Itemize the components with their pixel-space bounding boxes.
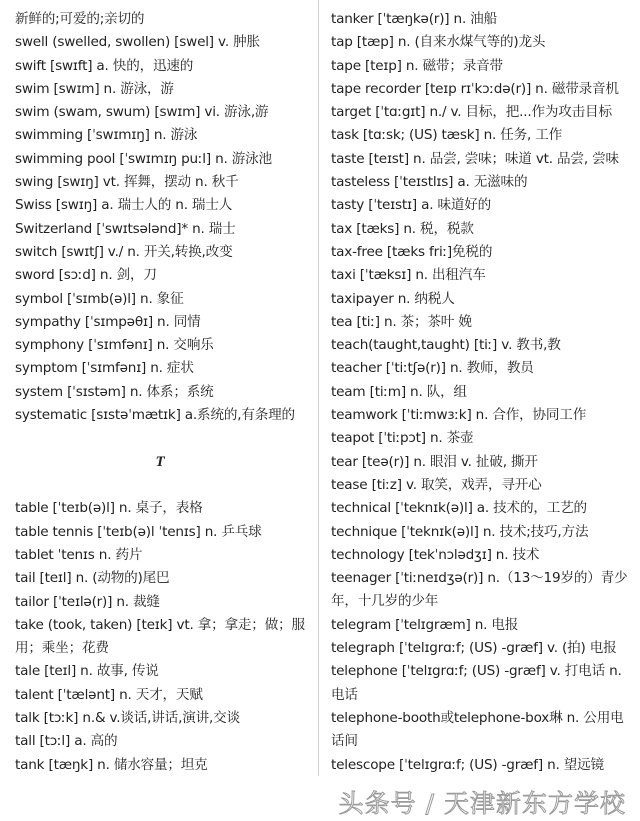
vocab-entry: taxipayer n. 纳税人: [331, 290, 455, 307]
vocab-entry: tasteless [ˈteɪstlɪs] a. 无滋味的: [331, 174, 528, 191]
vocab-entry: telephone-booth或telephone-box琳 n. 公用电话间: [331, 709, 624, 750]
vocab-entry: systematic [sɪstəˈmætɪk] a.系统的,有条理的: [15, 407, 295, 424]
vocab-entry: take (took, taken) [teɪk] vt. 拿；拿走；做；服用；乘坐；花费: [15, 616, 305, 657]
vocab-entry: teacher [ˈtiːtʃə(r)] n. 教师，教员: [331, 360, 534, 377]
vocab-entry: tear [teə(r)] n. 眼泪 v. 扯破, 撕开: [331, 453, 538, 470]
vocab-entry: tanker [ˈtæŋkə(r)] n. 油船: [331, 11, 497, 27]
vocab-entry: symbol [ˈsɪmb(ə)l] n. 象征: [15, 290, 184, 307]
vocab-entry: table tennis [ˈteɪb(ə)l ˈtenɪs] n. 乒乓球: [15, 523, 262, 540]
vocab-entry: taste [teɪst] n. 品尝, 尝味；味道 vt. 品尝, 尝味: [331, 150, 619, 167]
vocab-entry: taxi [ˈtæksɪ] n. 出租汽车: [331, 267, 486, 284]
vocab-entry: sword [sɔːd] n. 剑，刀: [15, 267, 157, 284]
vocab-entry: telephone [ˈtelɪgrɑːf; (US) -græf] v. 打电话 n. 电话: [331, 663, 622, 703]
vocab-entry: 新鲜的;可爱的;亲切的: [15, 11, 145, 27]
vocab-entry: telegram [ˈtelɪgræm] n. 电报: [331, 616, 519, 633]
vocab-entry: talent [ˈtælənt] n. 天才，天赋: [15, 686, 203, 703]
vocab-entry: switch [swɪtʃ] v./ n. 开关,转换,改变: [15, 243, 233, 260]
vocab-entry: technical [ˈteknɪk(ə)l] a. 技术的，工艺的: [331, 500, 587, 517]
vocab-entry: system [ˈsɪstəm] n. 体系；系统: [15, 383, 214, 400]
vocab-entry: swell (swelled, swollen) [swel] v. 肿胀: [15, 34, 260, 51]
vocab-entry: telescope [ˈtelɪgrɑːf; (US) -græf] n. 望远镜: [331, 756, 604, 773]
vocab-entry: swing [swɪŋ] vt. 挥舞，摆动 n. 秋千: [15, 174, 239, 191]
vocab-entry: swim (swam, swum) [swɪm] vi. 游泳,游: [15, 104, 269, 121]
vocab-entry: tank [tæŋk] n. 储水容量；坦克: [15, 756, 208, 773]
vocab-entry: tape recorder [teɪp rɪˈkɔːdə(r)] n. 磁带录音机: [331, 80, 619, 97]
vocab-entry: swimming [ˈswɪmɪŋ] n. 游泳: [15, 127, 198, 144]
vocab-entry: tasty [ˈteɪstɪ] a. 味道好的: [331, 197, 492, 214]
vocab-entry: tall [tɔːl] a. 高的: [15, 733, 118, 750]
watermark: 头条号 / 天津新东方学校: [338, 789, 626, 818]
vocab-entry: tax [tæks] n. 税，税款: [331, 220, 474, 237]
vocab-entry: teach(taught,taught) [tiː] v. 教书,教: [331, 337, 561, 354]
vocab-entry: team [tiːm] n. 队，组: [331, 383, 467, 400]
vocab-entry: target [ˈtɑːgɪt] n./ v. 目标，把...作为攻击目标: [331, 104, 612, 121]
vocab-entry: task [tɑːsk; (US) tæsk] n. 任务, 工作: [331, 127, 563, 144]
vocab-entry: telegraph [ˈtelɪgrɑːf; (US) -græf] v. (拍) 电报: [331, 640, 617, 657]
vocab-entry: sympathy [ˈsɪmpəθɪ] n. 同情: [15, 313, 201, 330]
section-heading-t: T: [155, 454, 165, 471]
vocab-entry: technique [ˈteknɪk(ə)l] n. 技术;技巧,方法: [331, 523, 589, 540]
vocab-entry: tax-free [tæks friː]免税的: [331, 243, 493, 260]
vocab-entry: swift [swɪft] a. 快的，迅速的: [15, 57, 194, 74]
vocab-entry: swimming pool [ˈswɪmɪŋ puːl] n. 游泳池: [15, 150, 272, 167]
vocab-entry: tape [teɪp] n. 磁带；录音带: [331, 57, 503, 74]
vocab-list-s: [15, 8, 315, 427]
vocab-entry: symptom [ˈsɪmfənɪ] n. 症状: [15, 360, 194, 377]
vocab-entry: tablet ˈtenɪs n. 药片: [15, 546, 143, 563]
vocab-entry: teenager [ˈtiːneɪdʒə(r)] n.（13～19岁的）青少年，十几岁的少年: [331, 570, 628, 610]
vocab-entry: tease [tiːz] v. 取笑，戏弄，寻开心: [331, 476, 542, 493]
vocab-entry: teamwork [ˈtiːmwɜːk] n. 合作，协同工作: [331, 407, 587, 424]
vocab-entry: tap [tæp] n. (自来水煤气等的)龙头: [331, 34, 546, 51]
vocab-entry: talk [tɔːk] n.& v.谈话,讲话,演讲,交谈: [15, 710, 240, 727]
vocab-entry: teapot [ˈtiːpɔt] n. 茶壶: [331, 430, 474, 447]
vocab-entry: tail [teɪl] n. (动物的)尾巴: [15, 570, 170, 587]
vocab-entry: table [ˈteɪb(ə)l] n. 桌子，表格: [15, 500, 203, 517]
vocab-entry: tale [teɪl] n. 故事, 传说: [15, 663, 159, 680]
column-divider: [318, 0, 319, 776]
vocab-entry: tea [tiː] n. 茶；茶叶 娩: [331, 313, 472, 330]
vocab-entry: Switzerland [ˈswɪtsələnd]* n. 瑞士: [15, 220, 236, 237]
vocab-entry: tailor [ˈteɪlə(r)] n. 裁缝: [15, 593, 160, 610]
vocab-entry: swim [swɪm] n. 游泳，游: [15, 80, 174, 97]
vocab-entry: technology [tekˈnɔlədʒɪ] n. 技术: [331, 546, 540, 563]
vocab-entry: symphony [ˈsɪmfənɪ] n. 交响乐: [15, 337, 214, 354]
left-column: [15, 8, 315, 777]
vocab-list-t-part2: [331, 8, 629, 777]
right-column: [331, 8, 629, 777]
vocab-entry: Swiss [swɪŋ] a. 瑞士人的 n. 瑞士人: [15, 197, 233, 214]
vocab-list-t-part1: [15, 497, 315, 777]
